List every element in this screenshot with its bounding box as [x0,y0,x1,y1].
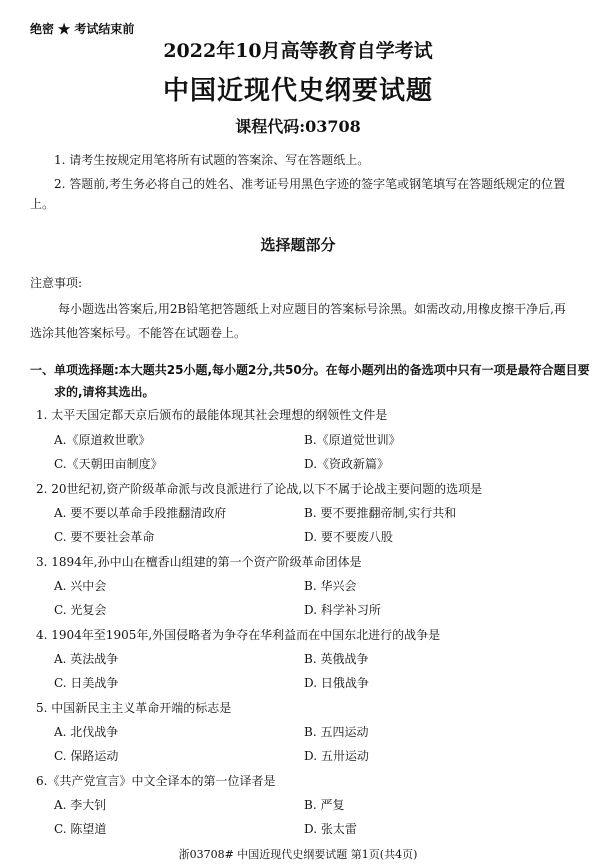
notes-body: 每小题选出答案后,用2B铅笔把答题纸上对应题目的答案标号涂黑。如需改动,用橡皮擦干净后,再选涂其他答案标号。不能答在试题卷上。 [30,302,566,340]
question-option: C.《天朝田亩制度》 [54,457,163,471]
paper-title: 中国近现代史纲要试题 [162,76,433,106]
question-option: D. 五卅运动 [304,749,369,763]
question-option: A. 北伐战争 [54,725,119,739]
question-option: D.《资政新篇》 [304,457,390,471]
question-option: B. 严复 [304,798,345,812]
question-option: C. 光复会 [54,603,107,617]
question-option: B. 五四运动 [304,725,369,739]
question-stem: 1. 太平天国定都天京后颁布的最能体现其社会理想的纲领性文件是 [36,408,388,422]
question-option: A. 要不要以革命手段推翻清政府 [54,506,227,520]
question-option: C. 陈望道 [54,822,107,836]
exam-title: 2022年10月高等教育自学考试 [163,40,433,62]
question-stem: 2. 20世纪初,资产阶级革命派与改良派进行了论战,以下不属于论战主要问题的选项是 [36,482,483,496]
page-footer: 浙03708# 中国近现代史纲要试题 第1页(共4页) [178,848,418,861]
question-stem: 3. 1894年,孙中山在檀香山组建的第一个资产阶级革命团体是 [36,555,362,569]
confidential-label: 绝密 ★ 考试结束前 [30,22,135,36]
question-option: A.《原道救世歌》 [54,433,151,447]
question-stem: 5. 中国新民主主义革命开端的标志是 [36,701,232,715]
instruction-2: 2. 答题前,考生务必将自己的姓名、准考证号用黑色字迹的签字笔或钢笔填写在答题纸规定的位置上。 [30,177,566,211]
question-option: B.《原道觉世训》 [304,433,401,447]
question-option: C. 日美战争 [54,676,119,690]
question-stem: 6.《共产党宣言》中文全译本的第一位译者是 [36,774,276,788]
question-stem: 4. 1904年至1905年,外国侵略者为争夺在华利益而在中国东北进行的战争是 [36,628,441,642]
question-option: D. 日俄战争 [304,676,369,690]
section-title: 选择题部分 [260,236,336,254]
notes-heading: 注意事项: [30,276,83,290]
question-option: B. 华兴会 [304,579,357,593]
question-option: A. 李大钊 [54,798,107,812]
question-option: B. 要不要推翻帝制,实行共和 [304,506,457,520]
question-option: D. 张太雷 [304,822,357,836]
question-option: D. 科学补习所 [304,603,381,617]
course-code: 课程代码:03708 [235,117,361,136]
part-heading: 一、单项选择题:本大题共25小题,每小题2分,共50分。在每小题列出的备选项中只有一项是最符合题目要求的,请将其选出。 [30,363,590,399]
question-option: A. 兴中会 [54,579,107,593]
question-option: D. 要不要废八股 [304,530,393,544]
question-option: B. 英俄战争 [304,652,369,666]
instruction-1: 1. 请考生按规定用笔将所有试题的答案涂、写在答题纸上。 [54,153,370,167]
question-option: C. 保路运动 [54,749,119,763]
question-option: C. 要不要社会革命 [54,530,155,544]
question-option: A. 英法战争 [54,652,119,666]
